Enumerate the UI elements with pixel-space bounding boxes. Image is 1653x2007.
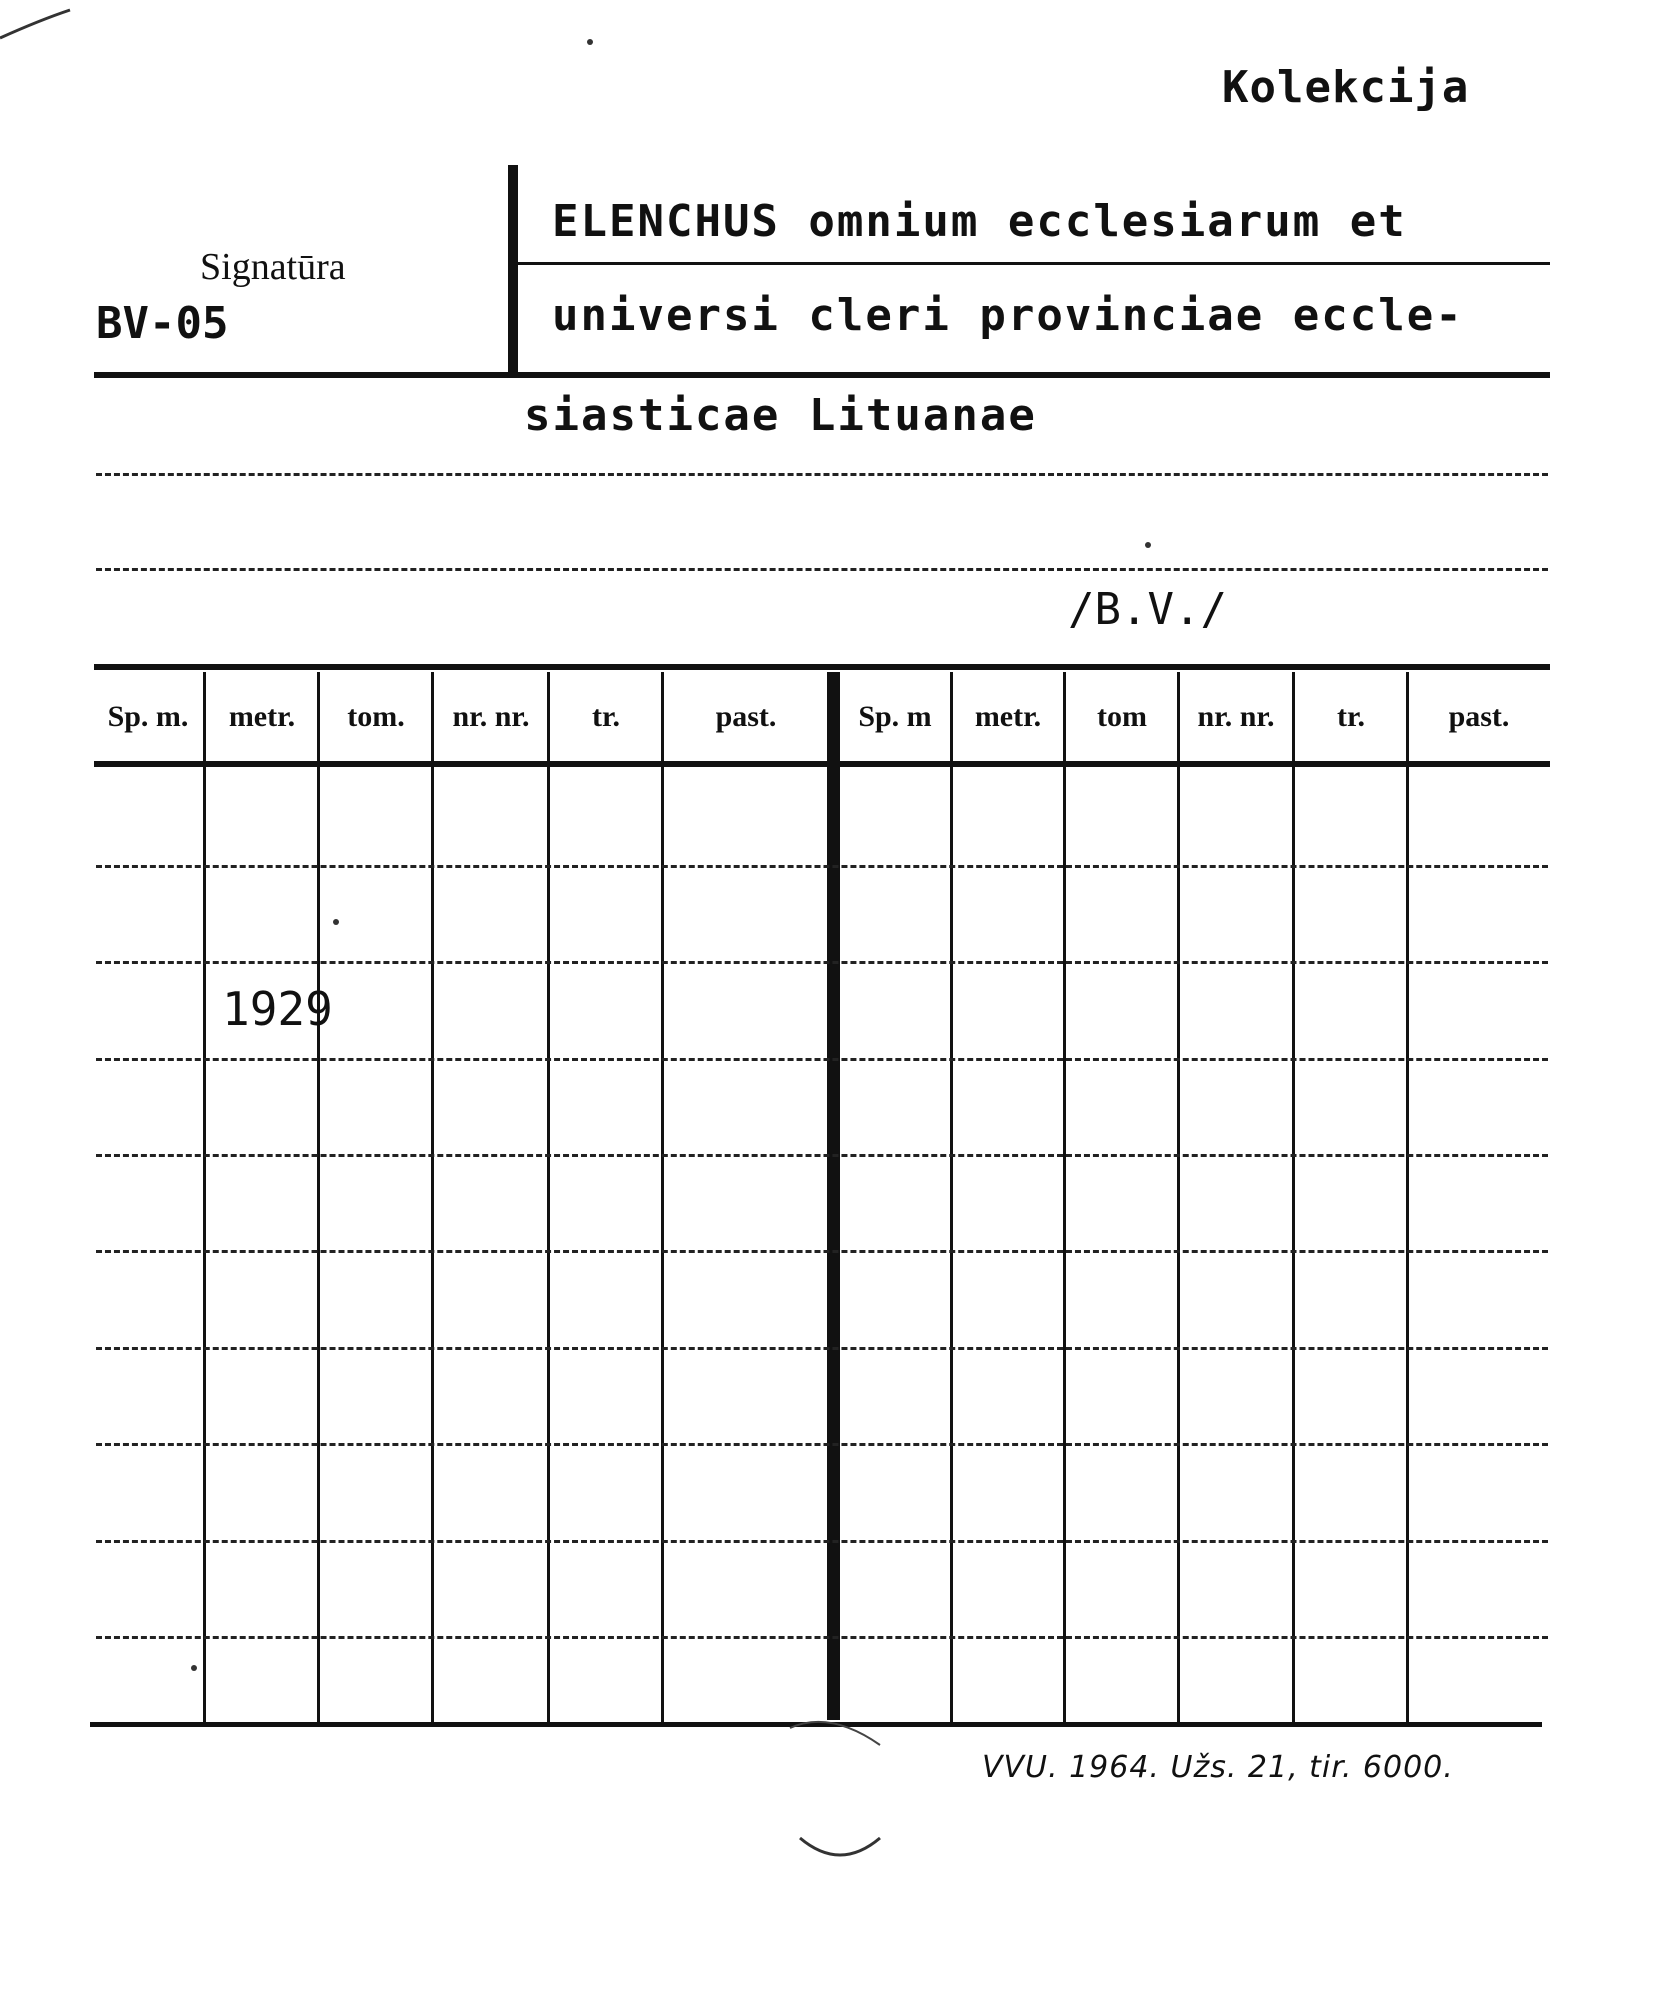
header-bottom-rule	[94, 372, 1550, 378]
table-row-rule	[96, 865, 1548, 868]
scan-dot	[1145, 542, 1151, 548]
table-row-rule	[96, 1058, 1548, 1061]
left-col-header-past: past.	[715, 700, 777, 733]
column-separator	[1063, 672, 1066, 1722]
table-row-rule	[96, 1154, 1548, 1157]
table-entry-year: 1929	[222, 982, 333, 1036]
title-line-2: universi cleri provinciae eccle-	[552, 290, 1464, 341]
abbreviation: /B.V./	[1068, 584, 1227, 635]
column-separator	[547, 672, 550, 1722]
left-col-header-metr: metr.	[228, 700, 296, 733]
right-col-header-tr: tr.	[1336, 700, 1366, 733]
left-col-header-tom: tom.	[347, 700, 405, 733]
title-rule-1	[518, 262, 1550, 265]
footer-print-note: VVU. 1964. Užs. 21, tir. 6000.	[982, 1750, 1454, 1785]
header-divider	[508, 165, 518, 377]
column-separator	[1292, 672, 1295, 1722]
title-line-1: ELENCHUS omnium ecclesiarum et	[552, 196, 1407, 247]
column-separator	[661, 672, 664, 1722]
signature-label: Signatūra	[200, 246, 346, 288]
table-row-rule	[96, 961, 1548, 964]
scan-curve-mark	[800, 1838, 880, 1855]
writing-rule-1	[96, 473, 1548, 476]
right-col-header-metr: metr.	[974, 700, 1042, 733]
column-separator	[317, 672, 320, 1722]
table-row-rule	[96, 1540, 1548, 1543]
column-separator	[1406, 672, 1409, 1722]
title-line-3: siasticae Lituanae	[524, 390, 1037, 441]
scan-dot	[333, 919, 339, 925]
signature-value: BV-05	[96, 298, 229, 349]
column-separator	[1177, 672, 1180, 1722]
right-col-header-nr-nr: nr. nr.	[1197, 700, 1275, 733]
table-center-divider	[827, 672, 840, 1720]
table-row-rule	[96, 1347, 1548, 1350]
table-row-rule	[96, 1250, 1548, 1253]
right-col-header-past: past.	[1448, 700, 1510, 733]
table-header-rule	[94, 761, 1550, 767]
writing-rule-2	[96, 568, 1548, 571]
scan-dot	[587, 39, 593, 45]
right-col-header-tom: tom	[1097, 700, 1147, 733]
table-top-rule	[94, 664, 1550, 670]
left-col-header-tr: tr.	[591, 700, 621, 733]
table-bottom-rule	[90, 1722, 1542, 1727]
collection-label: Kolekcija	[1222, 62, 1470, 113]
left-col-header-sp-m: Sp. m.	[107, 700, 189, 733]
column-separator	[950, 672, 953, 1722]
scan-dot	[191, 1665, 197, 1671]
scan-curve-mark	[0, 10, 70, 38]
table-row-rule	[96, 1636, 1548, 1639]
left-col-header-nr-nr: nr. nr.	[452, 700, 530, 733]
column-separator	[431, 672, 434, 1722]
right-col-header-sp-m: Sp. m	[858, 700, 932, 733]
table-row-rule	[96, 1443, 1548, 1446]
column-separator	[203, 672, 206, 1722]
